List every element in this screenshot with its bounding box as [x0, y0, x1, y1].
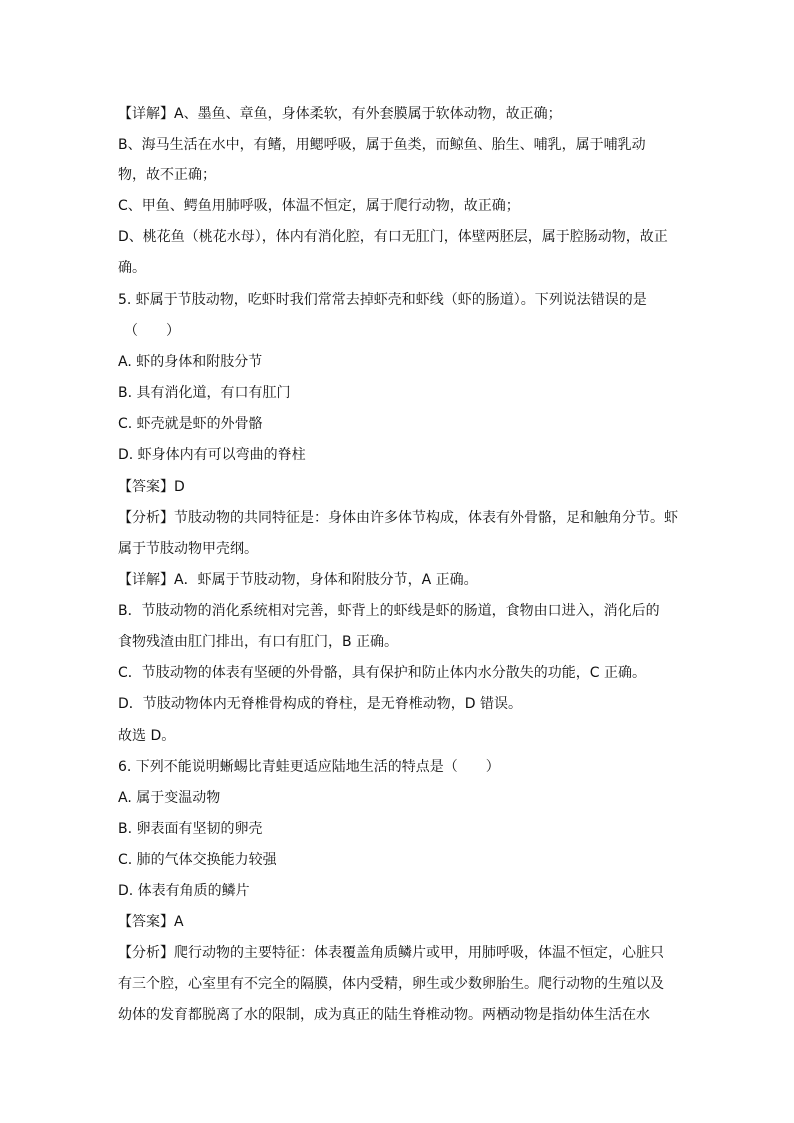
- question-6-option-a: A. 属于变温动物: [118, 790, 221, 806]
- question-6-analysis-cont-1: 有三个腔，心室里有不完全的隔膜，体内受精，卵生或少数卵胎生。爬行动物的生殖以及: [118, 976, 664, 992]
- question-6-option-b: B. 卵表面有坚韧的卵壳: [118, 821, 263, 837]
- question-5-analysis-cont: 属于节肢动物甲壳纲。: [118, 541, 258, 557]
- question-5-option-b: B. 具有消化道，有口有肛门: [118, 385, 291, 401]
- question-5-option-c: C. 虾壳就是虾的外骨骼: [118, 416, 263, 432]
- explanation-4-d: D、桃花鱼（桃花水母），体内有消化腔，有口无肛门，体壁两胚层，属于腔肠动物，故正: [118, 229, 668, 245]
- question-5-blank: （ ）: [124, 323, 180, 339]
- question-6-stem: 6. 下列不能说明蜥蜴比青蛙更适应陆地生活的特点是（ ）: [118, 759, 500, 775]
- question-5-explanation-b: B．节肢动物的消化系统相对完善，虾背上的虾线是虾的肠道，食物由口进入，消化后的: [118, 603, 660, 619]
- question-5-option-a: A. 虾的身体和附肢分节: [118, 354, 263, 370]
- question-5-explanation-b-cont: 食物残渣由肛门排出，有口有肛门，B 正确。: [118, 634, 399, 650]
- explanation-4: 【详解】A、墨鱼、章鱼，身体柔软，有外套膜属于软体动物，故正确；: [118, 106, 562, 122]
- question-5-stem: 5. 虾属于节肢动物，吃虾时我们常常去掉虾壳和虾线（虾的肠道）。下列说法错误的是: [118, 292, 647, 308]
- question-5-explanation-d: D．节肢动物体内无脊椎骨构成的脊柱，是无脊椎动物，D 错误。: [118, 696, 523, 712]
- explanation-4-d-cont: 确。: [118, 260, 146, 276]
- question-6-analysis: 【分析】爬行动物的主要特征：体表覆盖角质鳞片或甲，用肺呼吸，体温不恒定，心脏只: [118, 945, 664, 961]
- question-5-analysis: 【分析】节肢动物的共同特征是：身体由许多体节构成，体表有外骨骼，足和触角分节。虾: [118, 510, 678, 526]
- question-6-option-c: C. 肺的气体交换能力较强: [118, 852, 277, 868]
- question-6-option-d: D. 体表有角质的鳞片: [118, 883, 250, 899]
- explanation-4-b: B、海马生活在水中，有鳍，用鳃呼吸，属于鱼类，而鲸鱼、胎生、哺乳，属于哺乳动: [118, 137, 646, 153]
- question-5-conclusion: 故选 D。: [118, 728, 176, 744]
- explanation-4-c: C、甲鱼、鳄鱼用肺呼吸，体温不恒定，属于爬行动物，故正确；: [118, 198, 520, 214]
- question-5-explanation-a: 【详解】A．虾属于节肢动物，身体和附肢分节，A 正确。: [118, 572, 478, 588]
- question-5-answer: 【答案】D: [118, 479, 185, 495]
- question-6-answer: 【答案】A: [118, 914, 184, 930]
- question-5-option-d: D. 虾身体内有可以弯曲的脊柱: [118, 447, 306, 463]
- question-5-explanation-c: C．节肢动物的体表有坚硬的外骨骼，具有保护和防止体内水分散失的功能，C 正确。: [118, 665, 646, 681]
- question-6-analysis-cont-2: 幼体的发育都脱离了水的限制，成为真正的陆生脊椎动物。两栖动物是指幼体生活在水: [118, 1007, 650, 1023]
- explanation-4-b-cont: 物，故不正确；: [118, 167, 216, 183]
